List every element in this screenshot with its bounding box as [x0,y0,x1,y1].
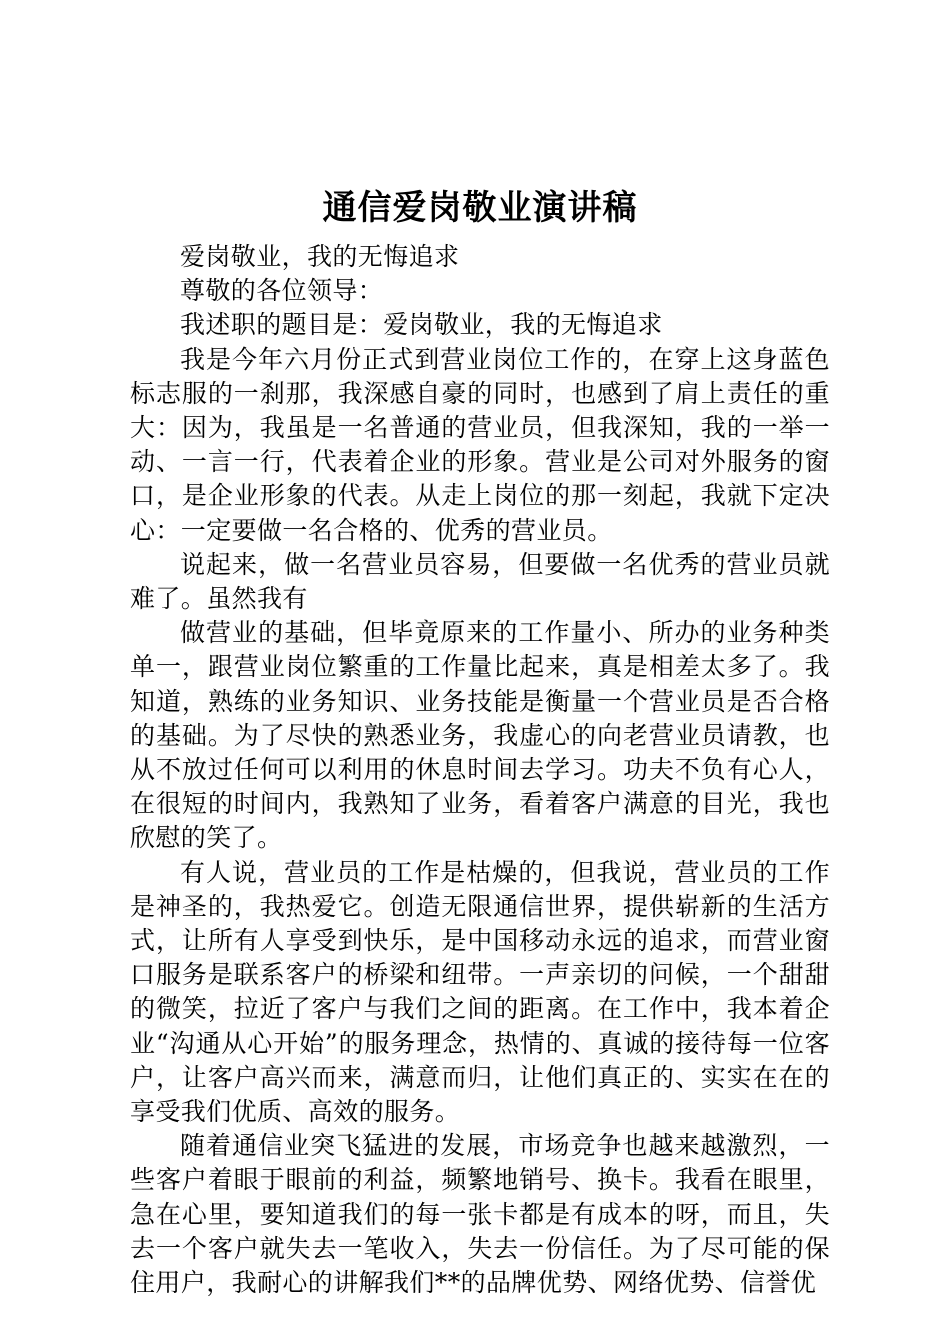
paragraph-salutation: 尊敬的各位领导： [180,276,384,306]
paragraph-body: 有人说，营业员的工作是枯燥的，但我说，营业员的工作是神圣的，我热爱它。创造无限通信世界，提供崭新的生活方式，让所有人享受到快乐，是中国移动永远的追求，而营业窗口服务是联系客户的桥梁和纽带。一声亲切的问候，一个甜甜的微笑，拉近了客户与我们之间的距离。在工作中，我本着企业“沟通从心开始”的服务理念，热情的、真诚的接待每一位客户，让客户高兴而来，满意而归，让他们真正的、实实在在的享受我们优质、高效的服务。 [130,857,830,1127]
document-page [130,182,830,1300]
paragraph-topic: 我述职的题目是：爱岗敬业，我的无悔追求 [180,310,663,340]
paragraph-body: 随着通信业突飞猛进的发展，市场竞争也越来越激烈，一些客户着眼于眼前的利益，频繁地销号、换卡。我看在眼里，急在心里，要知道我们的每一张卡都是有成本的呀，而且，失去一个客户就失去一笔收入，失去一份信任。为了尽可能的保住用户，我耐心的讲解我们**的品牌优势、网络优势、信誉优 [130,1131,830,1298]
paragraph-body: 做营业的基础，但毕竟原来的工作量小、所办的业务种类单一，跟营业岗位繁重的工作量比起来，真是相差太多了。我知道，熟练的业务知识、业务技能是衡量一个营业员是否合格的基础。为了尽快的熟悉业务，我虚心的向老营业员请教，也从不放过任何可以利用的休息时间去学习。功夫不负有心人，在很短的时间内，我熟知了业务，看着客户满意的目光，我也欣慰的笑了。 [130,618,830,853]
document-title: 通信爱岗敬业演讲稿 [322,188,638,228]
paragraph-body: 我是今年六月份正式到营业岗位工作的，在穿上这身蓝色标志服的一刹那，我深感自豪的同时，也感到了肩上责任的重大：因为，我虽是一名普通的营业员，但我深知，我的一举一动、一言一行，代表着企业的形象。营业是公司对外服务的窗口，是企业形象的代表。从走上岗位的那一刻起，我就下定决心：一定要做一名合格的、优秀的营业员。 [130,344,830,545]
paragraph-body: 说起来，做一名营业员容易，但要做一名优秀的营业员就难了。虽然我有 [130,549,830,614]
paragraph-subtitle: 爱岗敬业，我的无悔追求 [180,242,460,271]
